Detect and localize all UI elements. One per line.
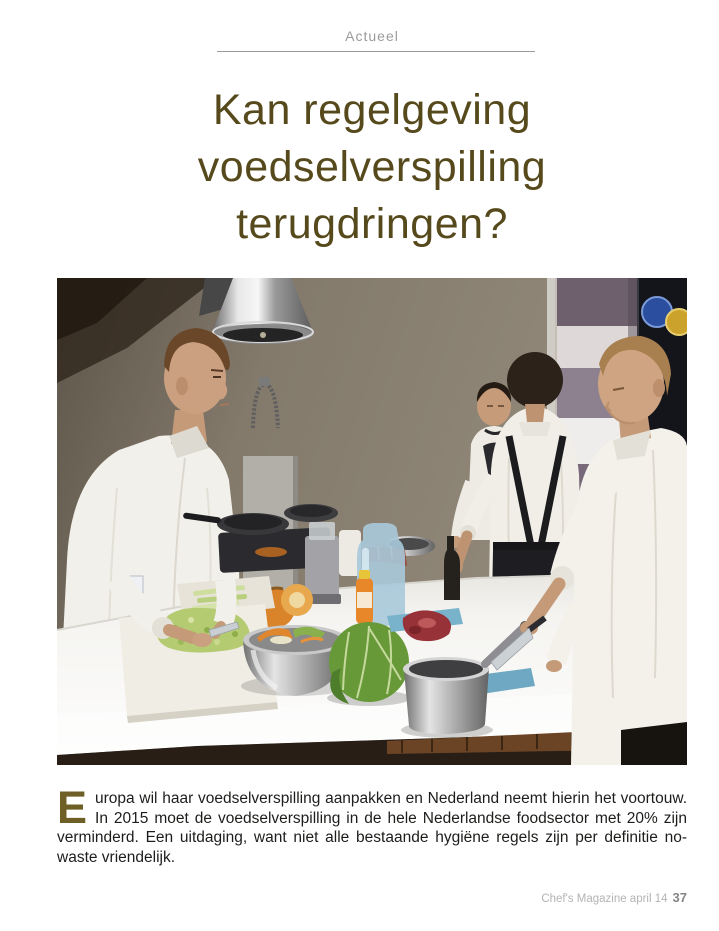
- kitchen-photo-illustration: [57, 278, 687, 765]
- intro-text: uropa wil haar voedselverspilling aanpakken en Nederland neemt hierin het voortouw. In 2015 moet de voedselverspilling in de hele Nederlandse foodsector met 20% zijn verminderd. Een uitdaging, want niet alle bestaande hygiëne regels zijn per definitie no-waste vriendelijk.: [57, 790, 687, 866]
- page-title: [27, 82, 717, 253]
- intro-paragraph: [57, 782, 687, 867]
- title-line: Kan regelgeving: [212, 86, 532, 134]
- section-label: Actueel: [345, 28, 399, 44]
- drop-cap: E: [57, 782, 88, 833]
- header-rule: [217, 51, 535, 52]
- title-line: terugdringen?: [236, 200, 508, 248]
- magazine-credit: Chef's Magazine april 14: [541, 893, 668, 905]
- page-footer: [57, 890, 687, 905]
- kitchen-photo: [57, 278, 687, 765]
- page-number: 37: [672, 890, 687, 905]
- title-line: voedselverspilling: [197, 143, 547, 191]
